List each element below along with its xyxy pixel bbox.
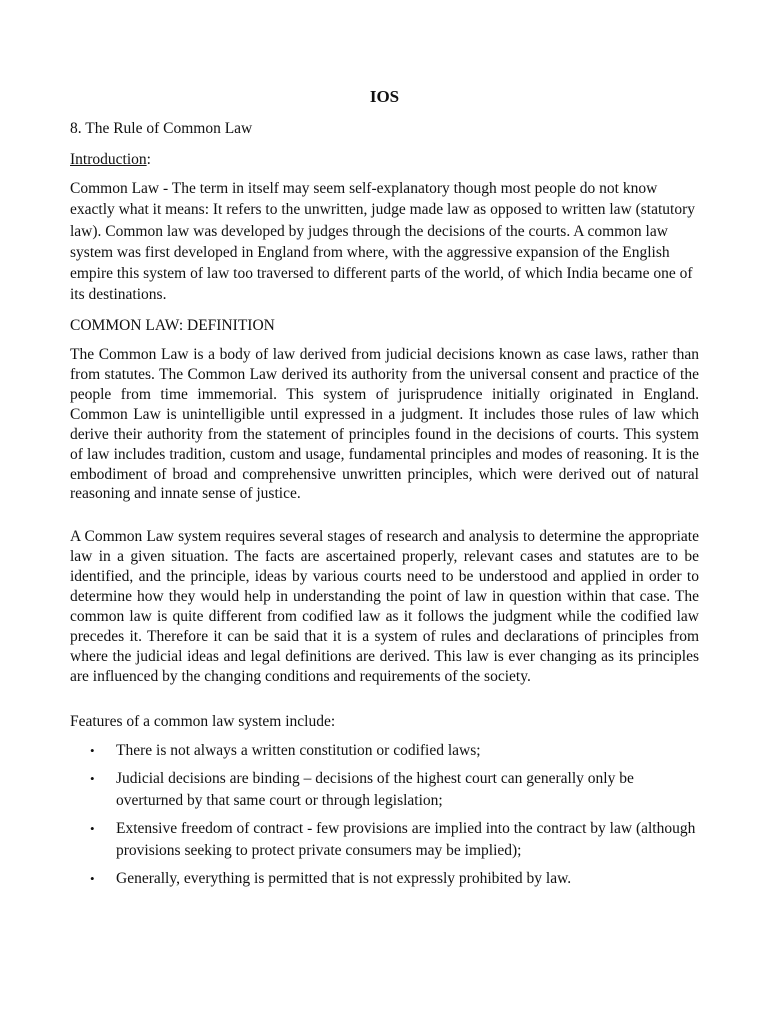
list-item-text: Judicial decisions are binding – decisions of the highest court can generally only be overturned by that same court or through legislation; bbox=[116, 770, 634, 810]
list-item bbox=[70, 768, 699, 812]
system-paragraph: A Common Law system requires several stages of research and analysis to determine the appropriate law in a given situation. The facts are ascertained properly, relevant cases and statutes are to be identified, and the principle, ideas by various courts need to be understood and applied in order to determine how they would help in understanding the point of law in question within that case. The common law is quite different from codified law as it follows the judgment while the codified law precedes it. Therefore it can be said that it is a system of rules and declarations of principles from where the judicial ideas and legal definitions are derived. This law is ever changing as its principles are influenced by the changing conditions and requirements of the society. bbox=[70, 528, 699, 686]
list-item bbox=[70, 818, 699, 862]
section-heading: 8. The Rule of Common Law bbox=[70, 120, 253, 137]
definition-paragraph: The Common Law is a body of law derived from judicial decisions known as case laws, rather than from statutes. The Common Law derived its authority from the universal consent and practice of the people from time immemorial. This system of jurisprudence initially originated in England. Common Law is unintelligible until expressed in a judgment. It includes those rules of law which derive their authority from the statement of principles found in the decisions of courts. This system of law includes tradition, custom and usage, fundamental principles and modes of reasoning. It is the embodiment of broad and comprehensive unwritten principles, which were derived out of natural reasoning and innate sense of justice. bbox=[70, 345, 699, 503]
document-title: IOS bbox=[369, 87, 400, 106]
bullet-icon: • bbox=[90, 821, 95, 837]
introduction-heading-text: Introduction bbox=[70, 151, 147, 168]
features-intro: Features of a common law system include: bbox=[70, 713, 336, 731]
bullet-icon: • bbox=[90, 871, 95, 887]
document-page bbox=[70, 86, 699, 896]
introduction-heading bbox=[70, 149, 699, 170]
list-item-text: There is not always a written constitution or codified laws; bbox=[116, 742, 481, 760]
list-item bbox=[70, 868, 699, 890]
bullet-icon: • bbox=[90, 743, 95, 759]
list-item-text: Generally, everything is permitted that is not expressly prohibited by law. bbox=[116, 870, 572, 888]
list-item bbox=[70, 740, 699, 762]
introduction-paragraph: Common Law - The term in itself may seem self-explanatory though most people do not know exactly what it means: It refers to the unwritten, judge made law as opposed to written law (statutory law). Common law was developed by judges through the decisions of the courts. A common law system was first developed in England from where, with the aggressive expansion of the English empire this system of law too traversed to different parts of the world, of which India became one of its destinations. bbox=[70, 180, 695, 304]
list-item-text: Extensive freedom of contract - few provisions are implied into the contract by law (although provisions seeking to protect private consumers may be implied); bbox=[116, 820, 696, 860]
introduction-heading-colon: : bbox=[146, 151, 151, 168]
definition-heading: COMMON LAW: DEFINITION bbox=[70, 316, 275, 334]
features-list bbox=[70, 740, 699, 890]
bullet-icon: • bbox=[90, 771, 95, 787]
